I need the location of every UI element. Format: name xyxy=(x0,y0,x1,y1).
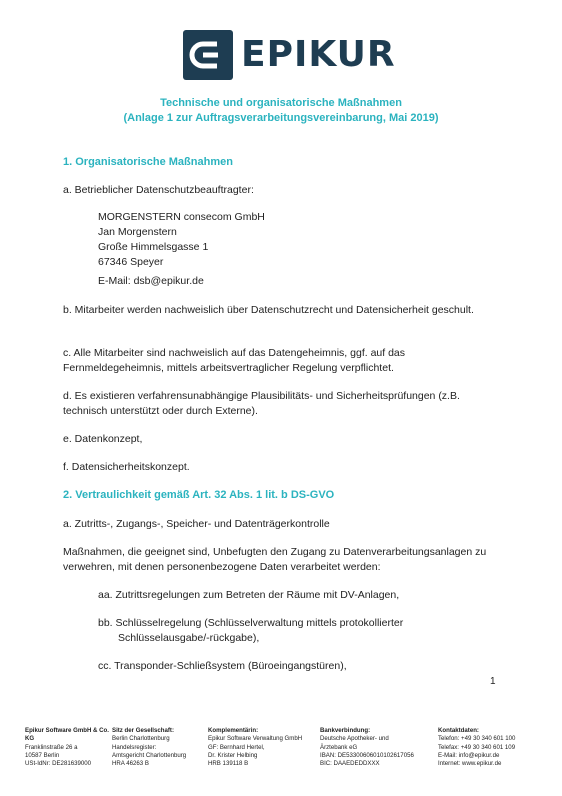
section-1-item-c: c. Alle Mitarbeiter sind nachweislich auf das Datengeheimnis, ggf. auf das Fernmeldegeheimnis, mittels arbeitsvertraglicher Regelung verpflichtet. xyxy=(63,347,406,374)
footer-line: Dr. Krister Helbing xyxy=(208,751,258,759)
footer-line: Amtsgericht Charlottenburg xyxy=(112,751,187,759)
footer xyxy=(25,727,540,768)
footer-general-partner xyxy=(208,727,320,768)
footer-line: Epikur Software Verwaltung GmbH xyxy=(208,735,303,743)
footer-heading: Epikur Software GmbH & Co. KG xyxy=(25,727,109,743)
footer-line: HRA 46263 B xyxy=(112,760,149,768)
footer-line: Internet: www.epikur.de xyxy=(438,760,502,768)
section-2-heading: 2. Vertraulichkeit gemäß Art. 32 Abs. 1 lit. b DS-GVO xyxy=(63,489,335,501)
section-1-item-b: b. Mitarbeiter werden nachweislich über Datenschutzrecht und Datensicherheit geschult. xyxy=(63,304,474,316)
page-number: 1 xyxy=(490,676,496,687)
footer-line: BIC: DAAEDEDDXXX xyxy=(320,760,380,768)
footer-contact xyxy=(438,727,538,768)
footer-heading: Bankverbindung: xyxy=(320,727,371,734)
section-2-item-aa: aa. Zutrittsregelungen zum Betreten der Räume mit DV-Anlagen, xyxy=(98,589,400,601)
epikur-logo xyxy=(183,30,396,80)
footer-line: Telefon: +49 30 340 601 100 xyxy=(438,735,516,743)
section-1-heading: 1. Organisatorische Maßnahmen xyxy=(63,156,233,168)
footer-heading: Komplementärin: xyxy=(208,727,259,734)
footer-registered-office xyxy=(112,727,208,768)
dpo-company: MORGENSTERN consecom GmbH xyxy=(98,211,265,223)
footer-line: Ärztebank eG xyxy=(320,743,358,751)
footer-line: Berlin Charlottenburg xyxy=(112,735,170,743)
section-1-item-e: e. Datenkonzept, xyxy=(63,433,143,445)
footer-line: HRB 139118 B xyxy=(208,760,249,768)
epikur-logo-icon xyxy=(183,30,233,80)
dpo-city: 67346 Speyer xyxy=(98,256,164,268)
footer-line: USt-IdNr: DE281639000 xyxy=(25,760,92,768)
section-2-intro: Maßnahmen, die geeignet sind, Unbefugten den Zugang zu Datenverarbeitungsanlagen zu verwehren, mit denen personenbezogene Daten verarbeitet werden: xyxy=(63,546,487,573)
footer-line: Deutsche Apotheker- und xyxy=(320,735,389,743)
footer-line: Telefax: +49 30 340 601 109 xyxy=(438,743,516,751)
footer-heading: Kontaktdaten: xyxy=(438,727,479,734)
dpo-street: Große Himmelsgasse 1 xyxy=(98,241,209,253)
document-title: Technische und organisatorische Maßnahmen xyxy=(160,97,402,109)
footer-heading: Sitz der Gesellschaft: xyxy=(112,727,174,734)
document-subtitle: (Anlage 1 zur Auftragsverarbeitungsvereinbarung, Mai 2019) xyxy=(123,112,439,124)
dpo-name: Jan Morgenstern xyxy=(98,226,177,238)
footer-line: GF: Bernhard Hertel, xyxy=(208,743,265,751)
section-1-item-a: a. Betrieblicher Datenschutzbeauftragter: xyxy=(63,184,254,196)
footer-line: 10587 Berlin xyxy=(25,751,60,759)
footer-line: E-Mail: info@epikur.de xyxy=(438,751,500,759)
section-1-item-f: f. Datensicherheitskonzept. xyxy=(63,461,190,473)
footer-company xyxy=(25,727,112,768)
footer-line: Franklinstraße 26 a xyxy=(25,743,78,751)
footer-line: Handelsregister: xyxy=(112,743,157,751)
section-1-item-d: d. Es existieren verfahrensunabhängige Plausibilitäts- und Sicherheitsprüfungen (z.B. technisch unterstützt oder durch Externe). xyxy=(63,390,460,417)
footer-line: IBAN: DE53300606010102617056 xyxy=(320,751,414,759)
section-2-item-bb: bb. Schlüsselregelung (Schlüsselverwaltung mittels protokollierter Schlüsselausgabe/-rückgabe), xyxy=(98,617,404,644)
section-2-item-cc: cc. Transponder-Schließsystem (Büroeingangstüren), xyxy=(98,660,347,672)
section-2-item-a: a. Zutritts-, Zugangs-, Speicher- und Datenträgerkontrolle xyxy=(63,518,330,530)
brand-name: EPIKUR xyxy=(241,34,396,75)
dpo-email: E-Mail: dsb@epikur.de xyxy=(98,275,204,287)
footer-bank xyxy=(320,727,438,768)
